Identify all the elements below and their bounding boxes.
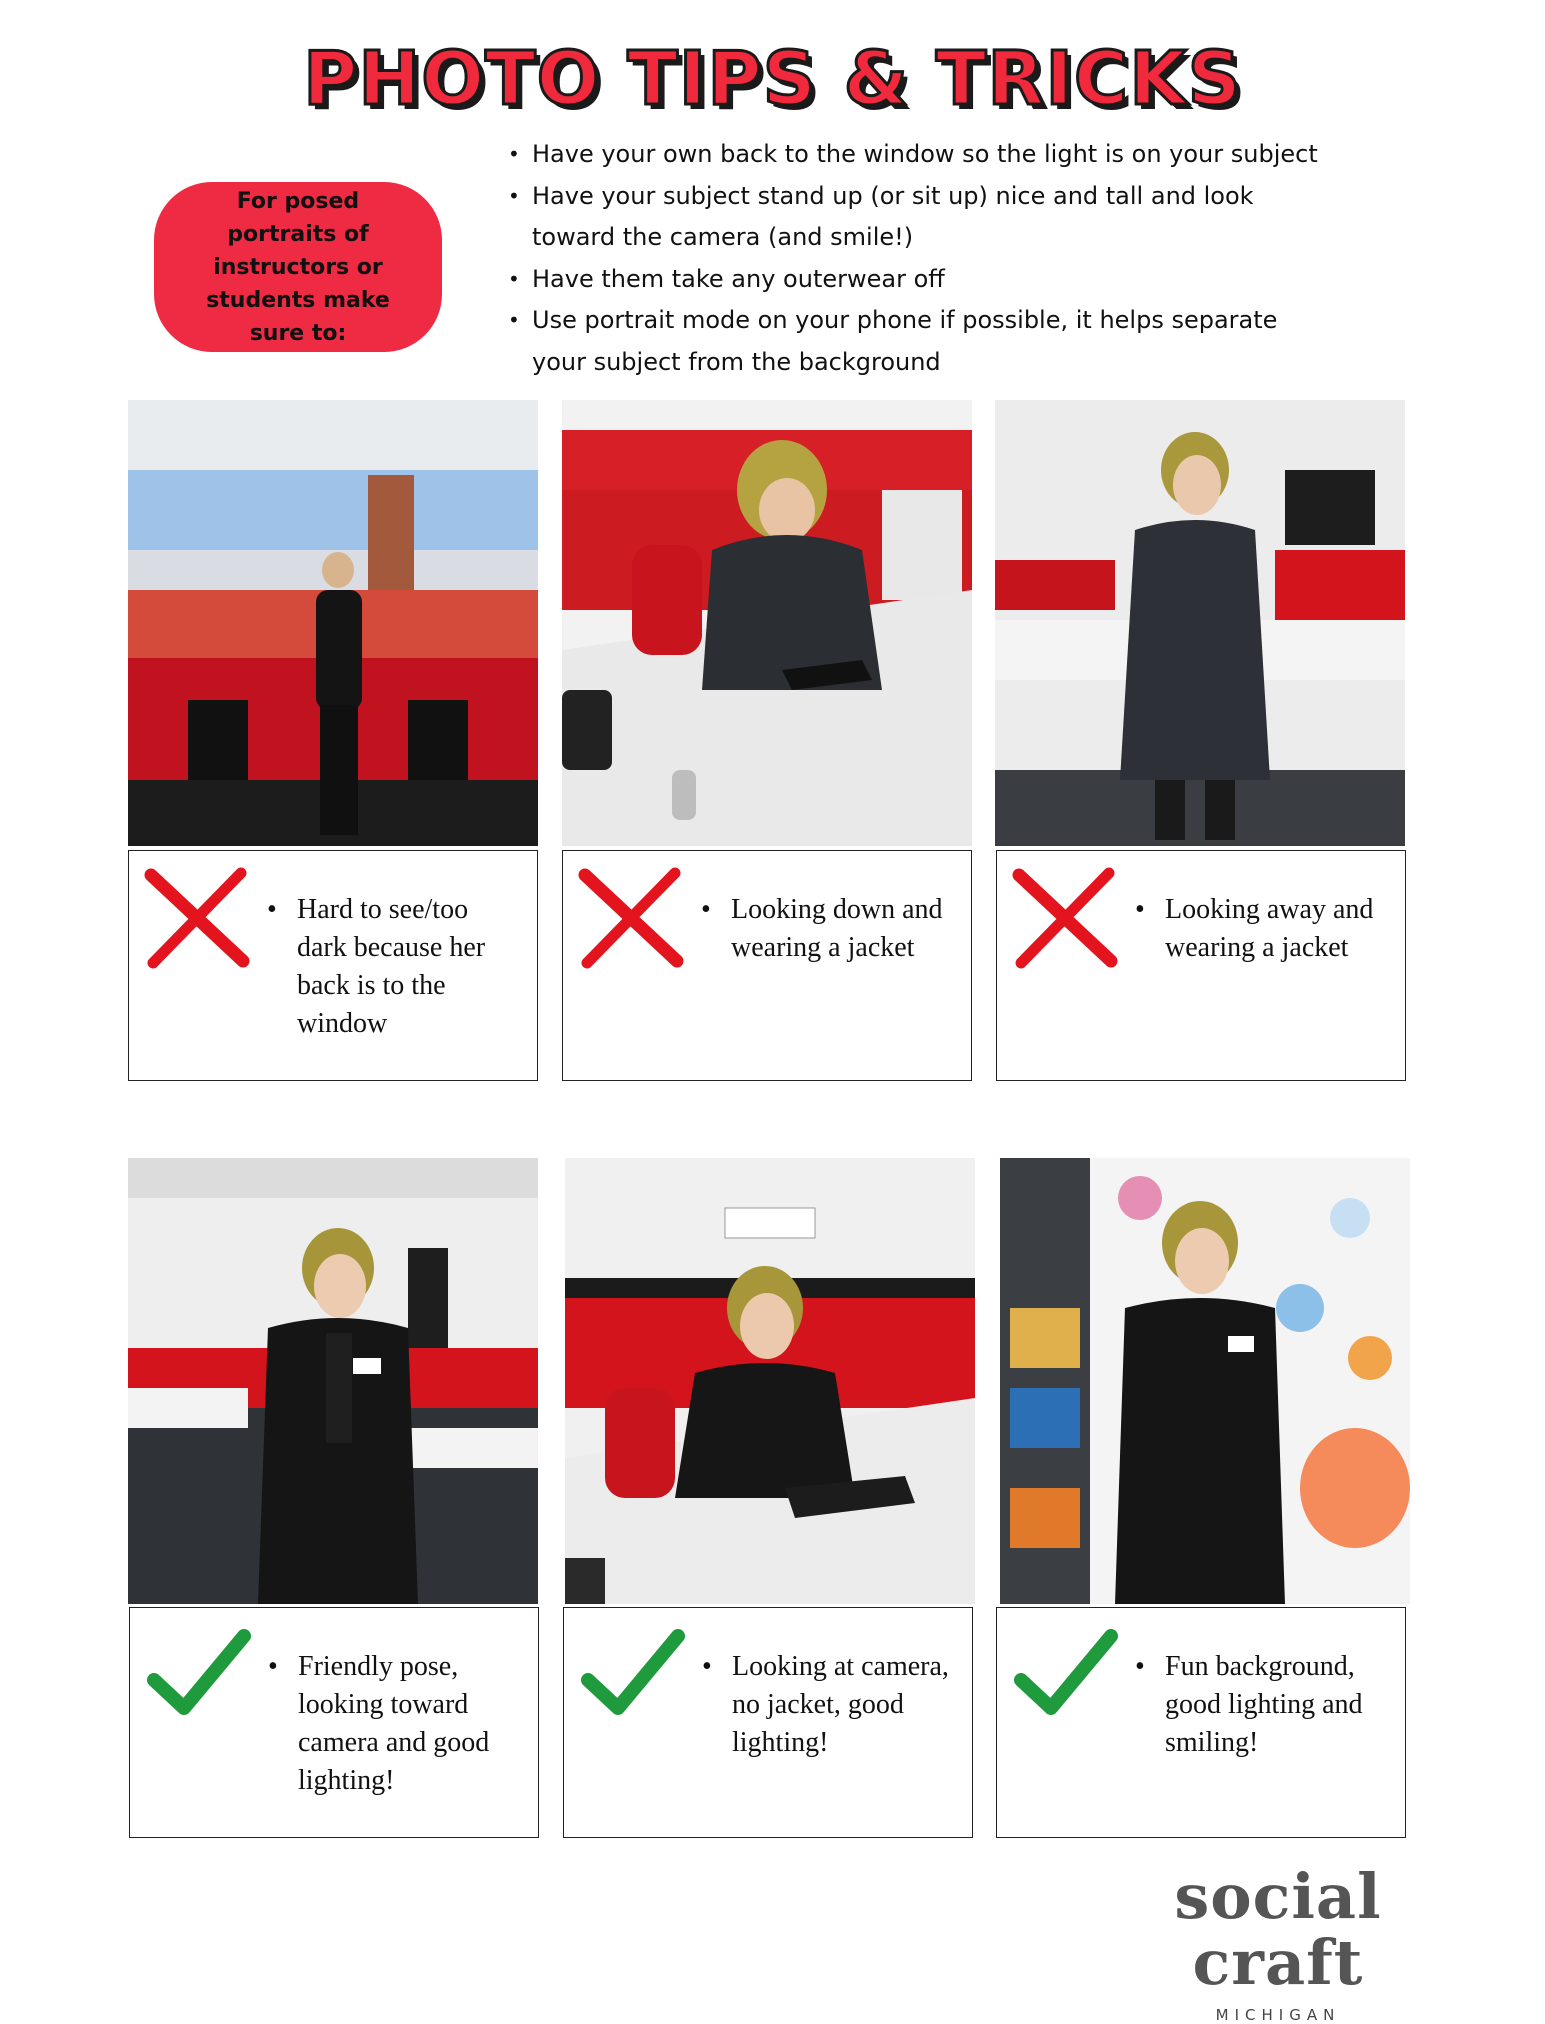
tip-item: • Use portrait mode on your phone if possible, it helps separate your subject from the background [508, 300, 1328, 383]
red-x-icon [1011, 865, 1119, 969]
photo-looking-down [562, 400, 972, 846]
bad-example-card [562, 850, 972, 1081]
tip-item: • Have them take any outerwear off [508, 259, 1328, 301]
tips-list [508, 134, 1328, 383]
page-title: PHOTO TIPS & TRICKS [303, 36, 1242, 122]
red-x-icon [577, 865, 685, 969]
photo-friendly-pose [128, 1158, 538, 1604]
bad-example-card [996, 850, 1406, 1081]
callout-text: For posed portraits of instructors or students make sure to: [206, 188, 390, 346]
brand-logo [1078, 1860, 1478, 2024]
card-caption: • Hard to see/too dark because her back is to the window [267, 891, 517, 1043]
photo-backlit-window [128, 400, 538, 846]
card-caption: • Friendly pose, looking toward camera and good lighting! [268, 1648, 518, 1800]
photo-looking-at-camera [565, 1158, 975, 1604]
good-example-card [129, 1607, 539, 1838]
card-caption: • Looking down and wearing a jacket [701, 891, 951, 967]
bad-example-card [128, 850, 538, 1081]
red-x-icon [143, 865, 251, 969]
brand-name: social craft [1174, 1860, 1382, 1999]
card-caption: • Looking away and wearing a jacket [1135, 891, 1385, 967]
photo-looking-away [995, 400, 1405, 846]
callout-badge [154, 182, 442, 352]
green-check-icon [1011, 1622, 1119, 1726]
brand-region: MICHIGAN [1215, 2006, 1341, 2024]
card-caption: • Looking at camera, no jacket, good lighting! [702, 1648, 952, 1762]
tip-item: • Have your subject stand up (or sit up) nice and tall and look toward the camera (and smile!) [508, 176, 1328, 259]
good-example-card [996, 1607, 1406, 1838]
tip-item: • Have your own back to the window so the light is on your subject [508, 134, 1328, 176]
photo-fun-background [1000, 1158, 1410, 1604]
green-check-icon [144, 1622, 252, 1726]
green-check-icon [578, 1622, 686, 1726]
card-caption: • Fun background, good lighting and smiling! [1135, 1648, 1385, 1762]
good-example-card [563, 1607, 973, 1838]
